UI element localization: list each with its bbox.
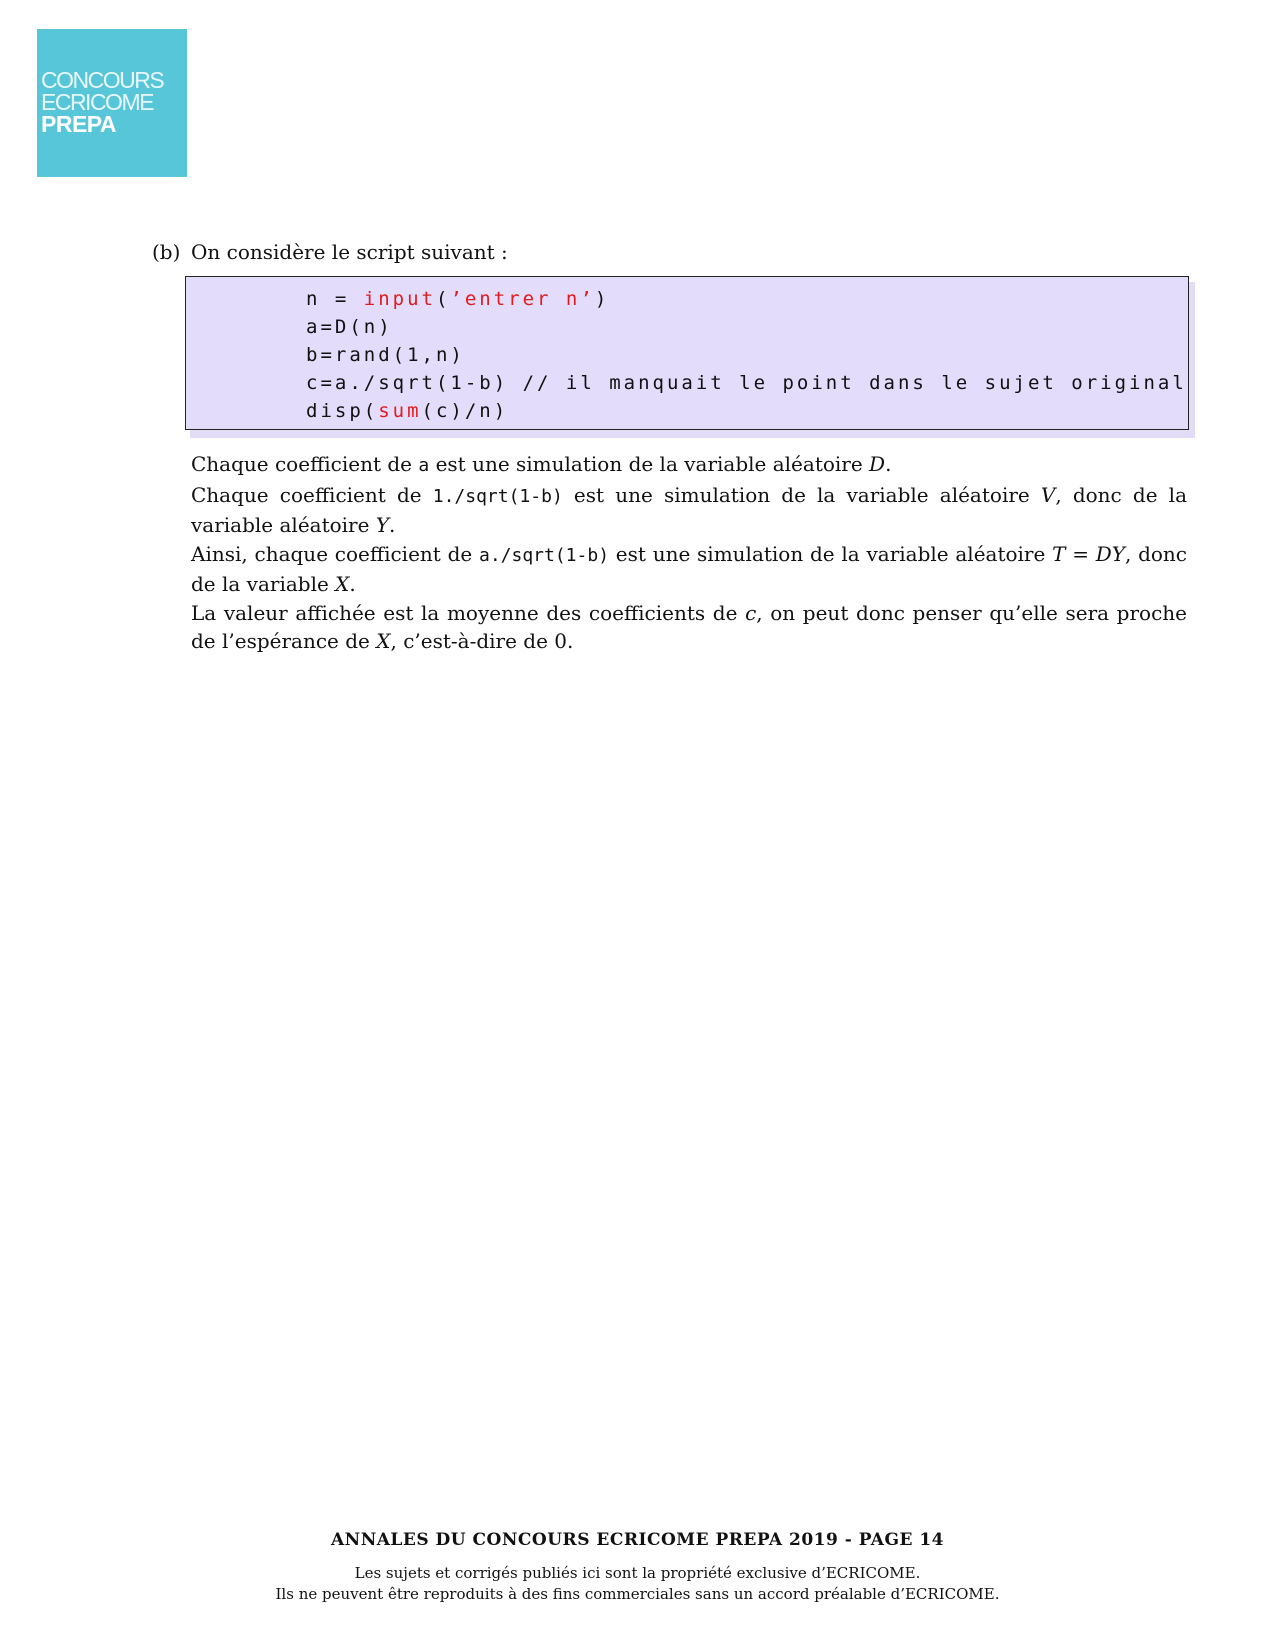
- code-line-2: [306, 313, 1187, 341]
- text: est une simulation de la variable aléatoire: [429, 452, 870, 476]
- code-string: ’entrer n’: [450, 288, 595, 310]
- inline-code: 1./sqrt(1-b): [432, 485, 563, 507]
- footer-note-line-1: Les sujets et corrigés publiés ici sont la propriété exclusive d’ECRICOME.: [354, 1564, 921, 1582]
- text: .: [389, 513, 396, 537]
- text: est une simulation de la variable aléatoire: [562, 482, 1041, 507]
- inline-code: a: [418, 455, 430, 476]
- code-line-1: [306, 285, 1187, 313]
- code-line-4: [306, 369, 1187, 397]
- text: .: [885, 452, 892, 476]
- answer-text: [191, 450, 1187, 656]
- code-text: a=D(n): [306, 316, 393, 338]
- logo-line-prepa: PREPA: [41, 111, 117, 137]
- code-text: (: [435, 288, 451, 310]
- code-text: c=a./sqrt(1-b) // il manquait le point dans le sujet original: [306, 372, 1187, 394]
- text: , on peut donc penser qu’elle sera proche de l’espérance de: [191, 600, 1188, 653]
- code-keyword-sum: sum: [378, 400, 422, 422]
- code-listing: [306, 285, 1187, 425]
- question-text: On considère le script suivant :: [191, 240, 508, 264]
- text: Chaque coefficient de: [191, 452, 419, 476]
- logo-line-concours: CONCOURS: [41, 67, 164, 93]
- code-block: [185, 276, 1189, 430]
- answer-paragraph: [191, 481, 1187, 540]
- answer-paragraph: [191, 540, 1187, 599]
- ecricome-logo: [37, 29, 187, 177]
- footer-note: [0, 1563, 1275, 1605]
- inline-code: a./sqrt(1-b): [478, 544, 610, 566]
- math-variable: X: [376, 629, 391, 653]
- text: , c’est-à-dire de 0.: [390, 629, 574, 653]
- math-variable: X: [335, 572, 350, 596]
- logo-line-ecricome: ECRICOME: [41, 89, 153, 115]
- text: Chaque coefficient de: [191, 482, 433, 507]
- footer-title: ANNALES DU CONCOURS ECRICOME PREPA 2019 - PAGE 14: [330, 1530, 945, 1550]
- code-text: n =: [306, 288, 364, 310]
- code-keyword-input: input: [363, 288, 436, 310]
- math-equation: T = DY: [1052, 541, 1125, 566]
- text: , donc de la variable aléatoire: [191, 482, 1187, 537]
- code-text: (c)/n): [421, 400, 509, 422]
- footer-note-line-2: Ils ne peuvent être reproduits à des fins commerciales sans un accord préalable d’ECRICOME.: [275, 1585, 1000, 1603]
- math-variable: D: [869, 452, 886, 476]
- question-item-label: (b): [152, 240, 181, 264]
- code-text: ): [594, 288, 610, 310]
- code-text: b=rand(1,n): [306, 344, 465, 366]
- math-variable: c: [745, 600, 757, 625]
- code-text: disp(: [306, 400, 379, 422]
- text: .: [349, 572, 356, 596]
- math-variable: Y: [375, 513, 390, 537]
- code-line-5: [306, 397, 1187, 425]
- code-line-3: [306, 341, 1187, 369]
- text: Ainsi, chaque coefficient de: [191, 541, 479, 566]
- math-variable: V: [1040, 482, 1056, 507]
- text: est une simulation de la variable aléatoire: [609, 541, 1053, 566]
- text: La valeur affichée est la moyenne des coefficients de: [191, 600, 746, 625]
- text: , donc de la variable: [191, 541, 1187, 596]
- answer-paragraph: [191, 599, 1187, 656]
- answer-paragraph: [191, 450, 1187, 481]
